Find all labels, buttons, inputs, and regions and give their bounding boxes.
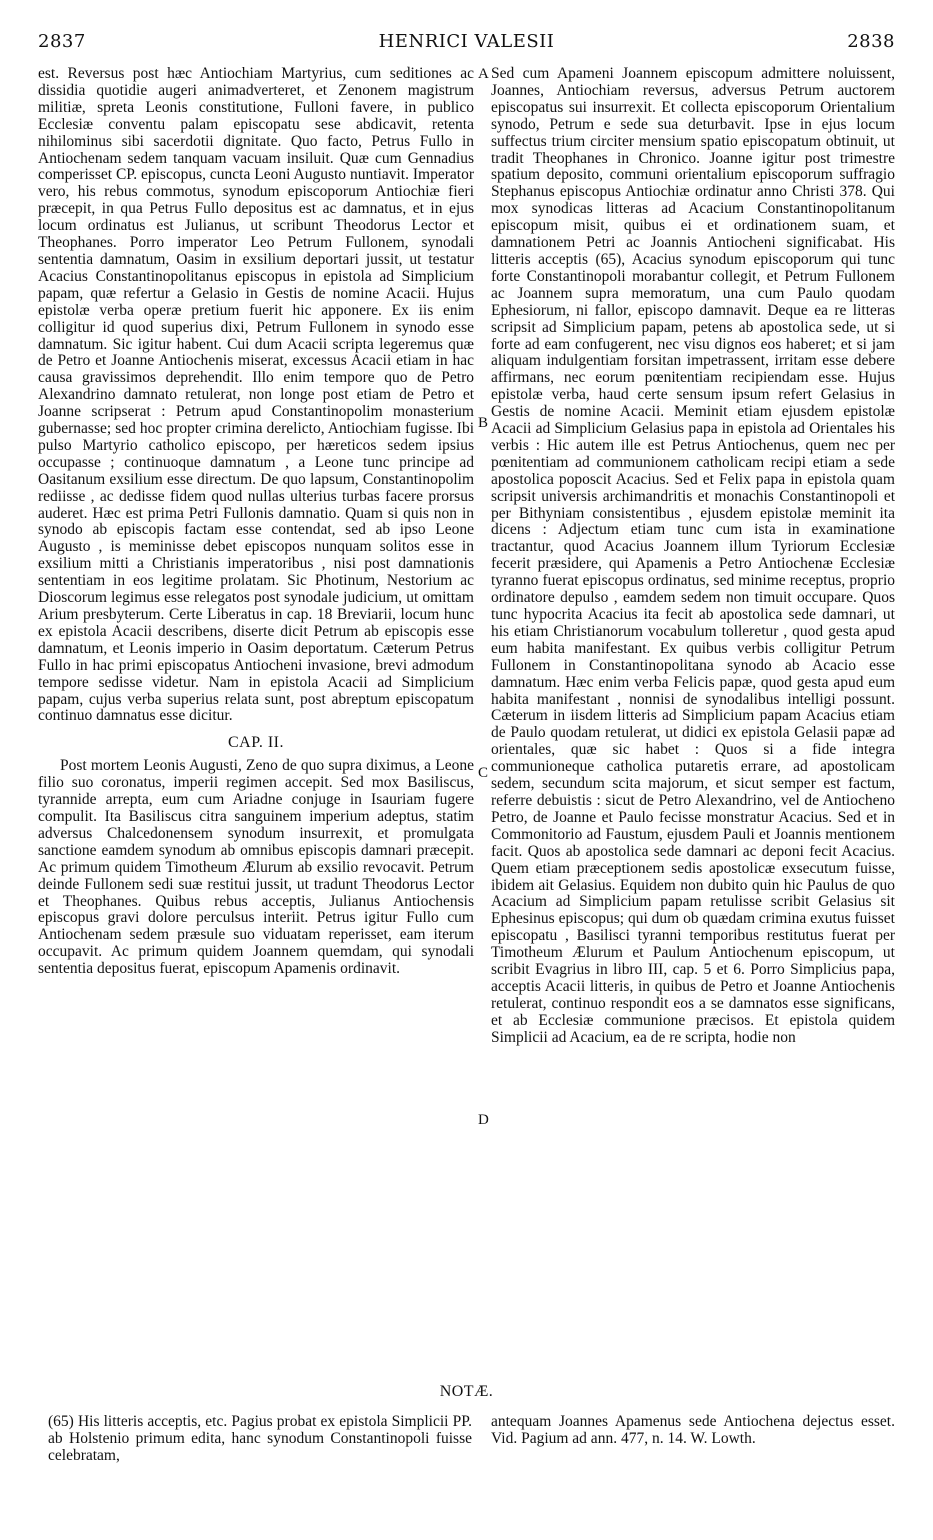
page-number-left: 2837 — [38, 31, 86, 52]
page-number-right: 2838 — [847, 31, 895, 52]
left-paragraph-2: Post mortem Leonis Augusti, Zeno de quo supra diximus, a Leone filio suo coronatus, imperii regimen accepit. Sed mox Basiliscus, tyrannide arrepta, eum cum Ariadne conjuge in Isauriam fugere compulit. Ita Basiliscus citra sanguinem imperium adeptus, statim adversus Chalcedonensem synodum insurrexit, et promulgata sanctione eamdem synodum ab omnibus episcopis damnari præcepit. Ac primum quidem Timotheum Ælurum ab exsilio revocavit. Petrum deinde Fullonem sedi suæ restitui jussit, ut tradunt Theodorus Lector et Theophanes. Quibus rebus acceptis, Julianus Antiochensis episcopus gravi dolore perculsus interiit. Petrus igitur Fullo cum Antiochenam sedem præsule suo viduatam reperisset, eam iterum occupavit. Ac primum quidem Joannem quemdam, qui synodali sententia depositus fuerat, episcopum Apamenis ordinavit. — [38, 757, 474, 978]
right-paragraph-1: Sed cum Apameni Joannem episcopum admittere noluissent, Joannes, Antiochiam reversus, adversus Petrum auctorem episcopatus sui insurrexit. Et collecta episcoporum Orientalium synodo, Petrum e sede sua deturbavit. Ipse in ejus locum suffectus trium circiter mensium spatio episcopatum obtinuit, ut tradit Theophanes in Chronico. Joanne igitur post trimestre spatium deposito, communi orientalium episcoporum suffragio Stephanus episcopus Antiochiæ ordinatur anno Christi 378. Qui mox synodicas litteras ad Acacium Constantinopolitanum episcopum misit, quibus ei et ordinationem suam, et damnationem Petri ac Joannis Antiocheni significabat. His litteris acceptis (65), Acacius synodum episcoporum qui tunc forte Constantinopoli morabantur collegit, et Petrum Fullonem ac Joannem supra memoratum, una cum Paulo quodam Ephesiorum, ni fallor, episcopo damnavit. Deque ea re litteras scripsit ad Simplicium papam, petens ab apostolica sede, ut si forte ad eam confugerent, nec visu dignos eos haberet; et si jam aliquam indulgentiam forsitan impetrassent, irritam esse debere affirmans, nec eorum pœnitentiam recipiendam esse. Hujus epistolæ verba, haud certe sensum ipsum refert Gelasius in Gestis de nomine Acacii. Meminit etiam ejusdem epistolæ Acacii ad Simplicium Gelasius papa in epistola ad Orientales his verbis : Hic autem ille est Petrus Antiochenus, quem nec per pœnitentiam ad communionem catholicam recipi etiam a sede apostolica poposcit Acacius. Sed et Felix papa in epistola quam scripsit universis archimandritis et monachis Constantinopoli et per Bithyniam consistentibus , ejusdem epistolæ meminit ita dicens : Adjectum etiam tunc cum ista in examinatione tractantur, quod Acacius Joannem illum Tyriorum Ecclesiæ fecerit præsidere, qui Apamenis a Petro Antiochenæ Ecclesiæ tyranno fuerat episcopus ordinatus, sed minime receptus, proprio ordinatore depulso , eamdem sedem non timuit occupare. Quos tunc hypocrita Acacius ita fecit ab apostolica sede damnari, ut his etiam Christianorum vocabulum tolleretur , quod gesta apud eum habita manifestant. Ex quibus verbis colligitur Petrum Fullonem in Constantinopolitana synodo ab Acacio esse damnatum. Hæc enim verba Felicis papæ, quod gesta apud eum habita manifestant , nonnisi de synodalibus intelligi possunt. Cæterum in iisdem litteris ad Simplicium papam Acacius etiam de Paulo quodam retulerat, ut didici ex epistola Gelasii papæ ad orientales, quæ sic habet : Quos si a fide integra communioneque catholica putaretis errare, ad apostolicam sedem, secundum scita majorum, et sicut semper est factum, referre debuistis : sicut de Petro Alexandrino, vel de Antiocheno Petro, de Joanne et Paulo fecisse monstratur Acacius. Sed et in Commonitorio ad Faustum, ejusdem Pauli et Joannis mentionem facit. Quos ab apostolica sede damnari ac deponi fecit Acacius. Quem etiam præceptionem sedis apostolicæ exsecutum fuisse, ibidem ait Gelasius. Equidem non dubito quin hic Paulus de quo Acacium ad Simplicium papam retulisse scribit Gelasius sit Ephesinus episcopus; qui dum ob quædam crimina exutus fuisset episcopatu , Basilisci tyranni temporibus restitutus fuerat per Timotheum Ælurum et Paulum Antiochenum episcopum, ut scribit Evagrius in libro III, cap. 5 et 6. Porro Simplicius papa, acceptis Acacii litteris, in quibus de Petro et Joanne Antiochenis retulerat, continuo respondit eos a se damnatos esse significans, et ab Ecclesiæ communione præcisos. Et epistola quidem Simplicii ad Acacium, ea de re scripta, hodie non — [491, 65, 895, 1046]
left-column — [38, 66, 474, 978]
left-paragraph-1: est. Reversus post hæc Antiochiam Martyrius, cum seditiones ac dissidia quotidie augeri animadverteret, et Zenonem magistrum militiæ, spreta Leonis constitutione, Fulloni favere, in publico Ecclesiæ conventu palam episcopatu sese abdicavit, retenta nihilominus sibi sacerdotii dignitate. Quo facto, Petrus Fullo in Antiochenam sedem tanquam vacuam insiluit. Quæ cum Gennadius comperisset CP. episcopus, cuncta Leoni Augusto nuntiavit. Imperator vero, his rebus commotus, synodum episcoporum Antiochiæ fieri præcepit, in qua Petrus Fullo depositus est ac damnatus, et in ejus locum ordinatus est Julianus, ut scribunt Theodorus Lector et Theophanes. Porro imperator Leo Petrum Fullonem, synodali sententia damnatum, Oasim in exsilium deportari jussit, ut testatur Acacius Constantinopolitanus episcopus in epistola ad Simplicium papam, quæ refertur a Gelasio in Gestis de nomine Acacii. Hujus epistolæ verba operæ pretium fuerit hic apponere. Ex iis enim colligitur id quod superius dixi, Petrum Fullonem in synodo esse damnatum. Sic igitur habent. Cui dum Acacii scripta legeremus quæ de Petro et Joanne Antiochenis miserat, excessus Acacii etiam in hac causa gravissimos deprehendit. Illo enim tempore quo de Petro Alexandrino damnato retulerat, non longe post etiam de Petro et Joanne scripserat : Petrum apud Constantinopolim monasterium gubernasse; sed hoc propter crimina derelicto, Antiochiam fugisse. Ibi pulso Martyrio catholico episcopo, per hæreticos sedem ipsius occupasse ; continuoque damnatum , a Leone tunc principe ad Oasitanum exsilium esse directum. De quo lapsum, Constantinopolim rediisse , ac dedisse fidem quod nullas ulterius turbas facere prorsus auderet. Hæc est prima Petri Fullonis damnatio. Quam si quis non in synodo ab episcopis factam esse contendat, sed ab ipso Leone Augusto , is meminisse debet episcopos nunquam solitos esse in exsilium mitti a Christianis imperatoribus , nisi post damnationis sententiam in eos legitime prolatam. Sic Photinum, Nestorium ac Dioscorum legimus esse relegatos post synodale judicium, ut omittam Arium presbyterum. Certe Liberatus in cap. 18 Breviarii, locum hunc ex epistola Acacii describens, diserte dicit Petrum ab episcopis esse damnatum, et Leonis imperio in Oasim deportatum. Cæterum Petrus Fullo in hac primi episcopatus Antiocheni invasione, brevi admodum tempore sedisse videtur. Nam in epistola Acacii ad Simplicium papam, cujus verba superius relata sunt, post abreptum episcopatum continuo damnatus esse dicitur. — [38, 65, 474, 725]
margin-mark-c: C — [478, 765, 489, 781]
chapter-heading: CAP. II. — [227, 734, 284, 752]
margin-mark-a: A — [478, 66, 489, 82]
note-left: (65) His litteris acceptis, etc. Pagius probat ex epistola Simplicii PP. ab Holstenio primum edita, hanc synodum Constantinopoli fuisse celebratam, — [48, 1413, 472, 1464]
running-title: HENRICI VALESII — [378, 31, 555, 52]
margin-mark-b: B — [478, 415, 489, 431]
note-right: antequam Joannes Apamenus sede Antiochena dejectus esset. Vid. Pagium ad ann. 477, n. 14. W. Lowth. — [491, 1413, 895, 1447]
margin-mark-d: D — [478, 1112, 489, 1128]
right-column — [491, 66, 895, 1047]
notes-heading: NOTÆ. — [439, 1383, 494, 1400]
